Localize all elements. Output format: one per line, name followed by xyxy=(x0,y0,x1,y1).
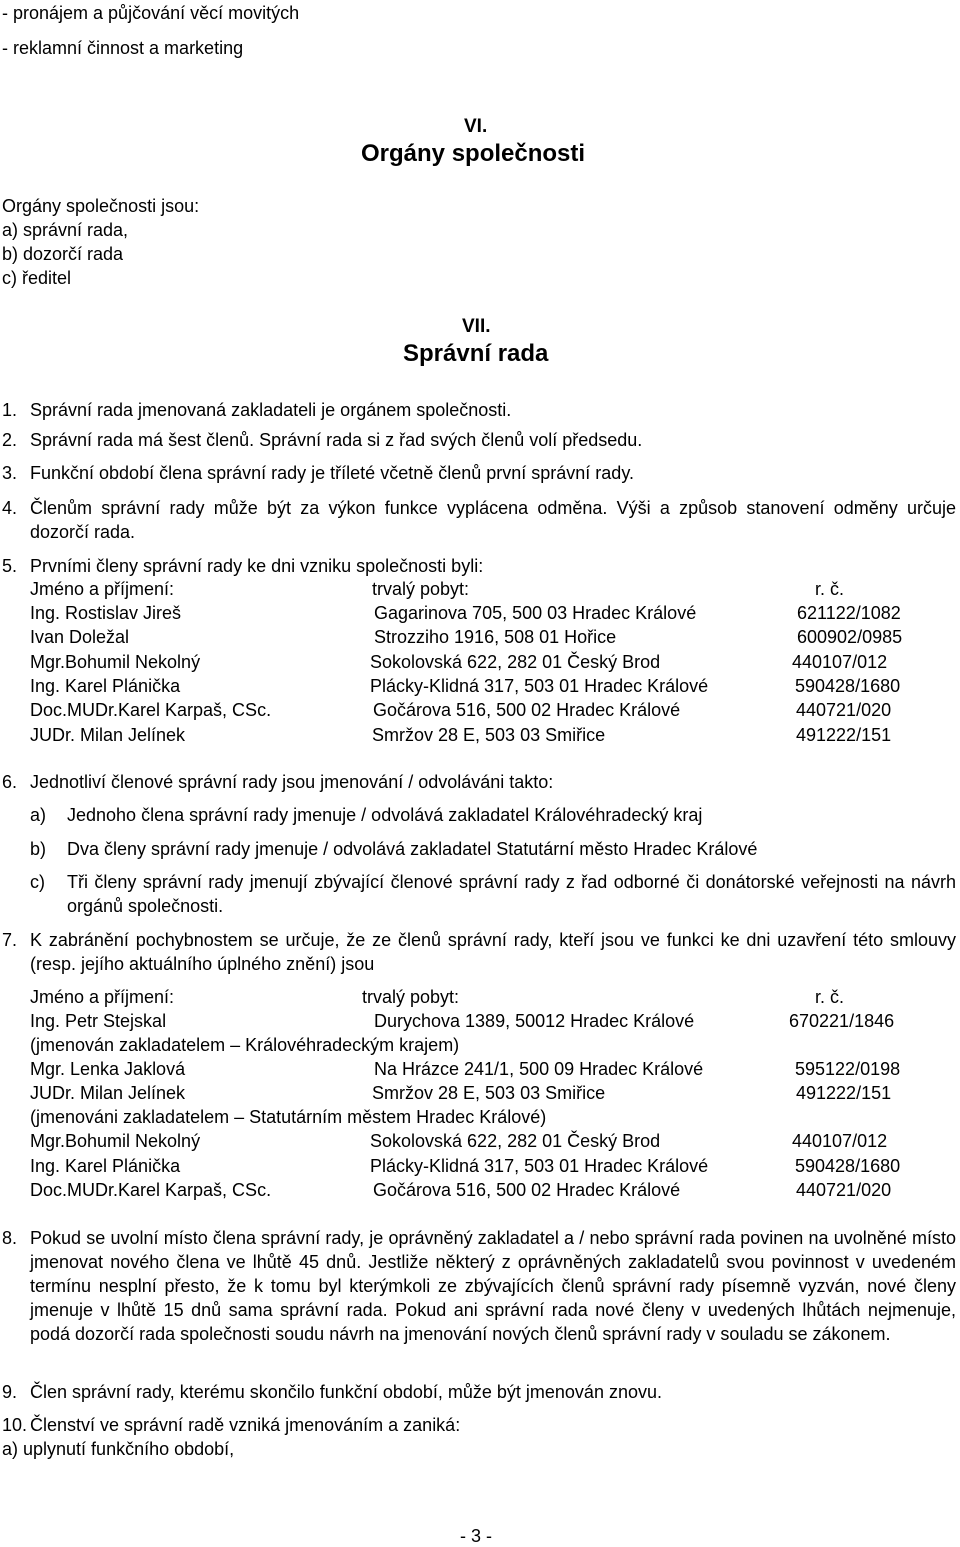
para-2-number: 2. xyxy=(2,430,18,450)
para-3-text: Funkční období člena správní rady je tříleté včetně členů první správní rady. xyxy=(30,463,634,483)
intro-line-1: - pronájem a půjčování věcí movitých xyxy=(2,3,300,23)
member-address: Smržov 28 E, 503 03 Smiřice xyxy=(372,725,606,745)
para-5-text: Prvními členy správní rady ke dni vzniku společnosti byli: xyxy=(30,556,484,576)
current-member-id: 595122/0198 xyxy=(795,1059,901,1079)
para-9-number: 9. xyxy=(2,1382,18,1402)
current-member-id: 440107/012 xyxy=(792,1131,888,1151)
current-member-name: Ing. Petr Stejskal xyxy=(30,1011,167,1031)
para-3-number: 3. xyxy=(2,463,18,483)
header-id: r. č. xyxy=(815,579,845,599)
section-7-title: Správní rada xyxy=(403,340,549,367)
current-member-name: Mgr. Lenka Jaklová xyxy=(30,1059,186,1079)
member-address: Gagarinova 705, 500 03 Hradec Králové xyxy=(374,603,697,623)
para-6-number: 6. xyxy=(2,772,18,792)
section-6-intro: Orgány společnosti jsou: xyxy=(2,196,200,216)
current-member-address: Gočárova 516, 500 02 Hradec Králové xyxy=(373,1180,681,1200)
header-address: trvalý pobyt: xyxy=(372,579,470,599)
current-member-id: 590428/1680 xyxy=(795,1156,901,1176)
current-member-address: Sokolovská 622, 282 01 Český Brod xyxy=(370,1131,661,1151)
para-6b-text: Dva členy správní rady jmenuje / odvolává zakladatel Statutární město Hradec Králové xyxy=(67,839,758,859)
member-address: Gočárova 516, 500 02 Hradec Králové xyxy=(373,700,681,720)
para-6c-text: Tři členy správní rady jmenují zbývající členové správní rady z řad odborné či donátorské veřejnosti na návrh orgánů společnosti. xyxy=(67,872,956,916)
para-10-text: Členství ve správní radě vzniká jmenováním a zaniká: xyxy=(30,1415,461,1435)
para-2-text: Správní rada má šest členů. Správní rada si z řad svých členů volí předsedu. xyxy=(30,430,643,450)
organ-item-1: a) správní rada, xyxy=(2,220,129,240)
intro-line-2: - reklamní činnost a marketing xyxy=(2,38,244,58)
para-4-text: Členům správní rady může být za výkon funkce vyplácena odměna. Výši a způsob stanovení odměny určuje dozorčí rada. xyxy=(30,498,956,542)
para-1-number: 1. xyxy=(2,400,18,420)
para-9-text: Člen správní rady, kterému skončilo funkční období, může být jmenován znovu. xyxy=(30,1382,662,1402)
appointment-note: (jmenován zakladatelem – Královéhradeckým krajem) xyxy=(30,1035,460,1055)
para-8-number: 8. xyxy=(2,1228,18,1248)
member-name: Doc.MUDr.Karel Karpaš, CSc. xyxy=(30,700,272,720)
para-6a-text: Jednoho člena správní rady jmenuje / odvolává zakladatel Královéhradecký kraj xyxy=(67,805,703,825)
current-member-name: Mgr.Bohumil Nekolný xyxy=(30,1131,201,1151)
member-id: 600902/0985 xyxy=(797,627,903,647)
section-6-number: VI. xyxy=(464,116,488,137)
member-id: 590428/1680 xyxy=(795,676,901,696)
organ-item-3: c) ředitel xyxy=(2,268,72,288)
member-name: Ivan Doležal xyxy=(30,627,130,647)
member-id: 621122/1082 xyxy=(797,603,901,623)
member-name: Ing. Karel Plánička xyxy=(30,676,181,696)
member-name: JUDr. Milan Jelínek xyxy=(30,725,186,745)
para-10a-text: a) uplynutí funkčního období, xyxy=(2,1439,235,1459)
para-7-number: 7. xyxy=(2,930,18,950)
member-name: Ing. Rostislav Jireš xyxy=(30,603,182,623)
header-name: Jméno a příjmení: xyxy=(30,987,175,1007)
organ-item-2: b) dozorčí rada xyxy=(2,244,124,264)
member-address: Sokolovská 622, 282 01 Český Brod xyxy=(370,652,661,672)
current-member-address: Durychova 1389, 50012 Hradec Králové xyxy=(374,1011,695,1031)
para-8-text: Pokud se uvolní místo člena správní rady, je oprávněný zakladatel a / nebo správní rada povinen na uvolněné místo jmenovat nového člena ve lhůtě 45 dnů. Jestliže některý z oprávněných zakladatelů svou povinnost v uvedeném termínu nesplní přesto, že k tomu byl kterýmkoli ze zbývajících členů správní rady písemně vyzván, nové členy jmenuje v lhůtě 15 dnů sama správní rada. Pokud ani správní rada nové členy v uvedených lhůtách nejmenuje, podá dozorčí rada společnosti soudu návrh na jmenování nových členů správní rady v souladu se zákonem. xyxy=(30,1228,956,1344)
current-member-name: JUDr. Milan Jelínek xyxy=(30,1083,186,1103)
page-number: - 3 - xyxy=(460,1526,493,1546)
current-member-id: 670221/1846 xyxy=(789,1011,895,1031)
header-id: r. č. xyxy=(815,987,845,1007)
member-name: Mgr.Bohumil Nekolný xyxy=(30,652,201,672)
member-id: 440721/020 xyxy=(796,700,892,720)
member-address: Plácky-Klidná 317, 503 01 Hradec Králové xyxy=(370,676,709,696)
current-member-id: 491222/151 xyxy=(796,1083,892,1103)
current-member-name: Doc.MUDr.Karel Karpaš, CSc. xyxy=(30,1180,272,1200)
current-member-address: Na Hrázce 241/1, 500 09 Hradec Králové xyxy=(374,1059,704,1079)
para-6b-label: b) xyxy=(30,839,47,859)
current-member-id: 440721/020 xyxy=(796,1180,892,1200)
para-1-text: Správní rada jmenovaná zakladateli je orgánem společnosti. xyxy=(30,400,512,420)
current-member-address: Plácky-Klidná 317, 503 01 Hradec Králové xyxy=(370,1156,709,1176)
para-7-text: K zabránění pochybnostem se určuje, že ze členů správní rady, kteří jsou ve funkci ke dni uzavření této smlouvy (resp. jejího aktuálního úplného znění) jsou xyxy=(30,930,956,974)
member-id: 491222/151 xyxy=(796,725,892,745)
header-name: Jméno a příjmení: xyxy=(30,579,175,599)
header-address: trvalý pobyt: xyxy=(362,987,460,1007)
para-10-number: 10. xyxy=(2,1415,28,1435)
member-address: Strozziho 1916, 508 01 Hořice xyxy=(374,627,617,647)
para-4-number: 4. xyxy=(2,498,18,518)
section-7-number: VII. xyxy=(462,316,491,337)
current-member-address: Smržov 28 E, 503 03 Smiřice xyxy=(372,1083,606,1103)
para-5-number: 5. xyxy=(2,556,18,576)
para-6c-label: c) xyxy=(30,872,45,892)
appointment-note: (jmenováni zakladatelem – Statutárním městem Hradec Králové) xyxy=(30,1107,547,1127)
section-6-title: Orgány společnosti xyxy=(361,140,586,167)
current-member-name: Ing. Karel Plánička xyxy=(30,1156,181,1176)
member-id: 440107/012 xyxy=(792,652,888,672)
para-6-text: Jednotliví členové správní rady jsou jmenování / odvoláváni takto: xyxy=(30,772,554,792)
para-6a-label: a) xyxy=(30,805,47,825)
